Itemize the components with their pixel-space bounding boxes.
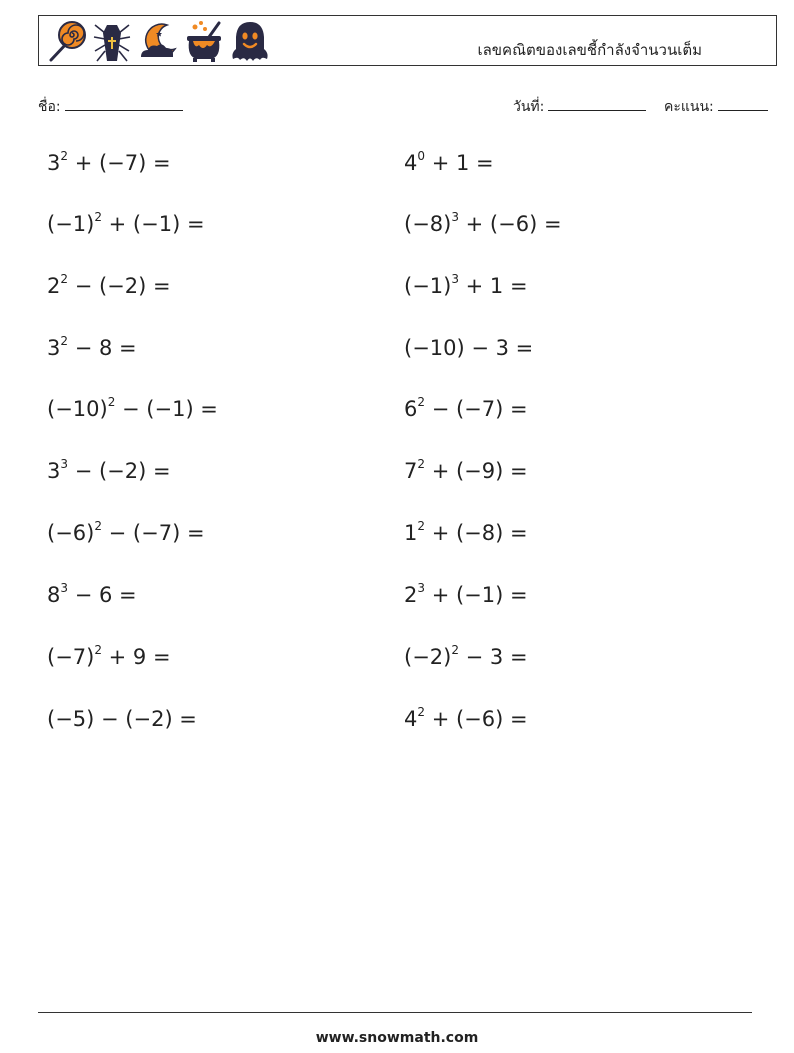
problem-13: $(-6)^2 - (-7)$ = [47,519,205,545]
worksheet-header [38,15,777,66]
header-icons [45,19,271,63]
moon-cloud-icon [137,19,179,63]
footer-url[interactable]: www.snowmath.com [315,1030,479,1046]
problem-6: $(-1)^3 + 1$ = [404,272,528,298]
ghost-icon [229,19,271,63]
date-blank[interactable] [548,96,646,111]
problem-4: $(-8)^3 + (-6)$ = [404,210,562,236]
problem-12: $7^2 + (-9)$ = [404,457,528,483]
name-blank[interactable] [65,96,183,111]
problem-17: $(-7)^2 + 9$ = [47,643,171,669]
problem-16: $2^3 + (-1)$ = [404,581,528,607]
problem-7: $3^2 - 8$ = [47,334,137,360]
date-label: วันที่: [513,99,545,115]
name-label: ชื่อ: [38,99,61,115]
problem-9: $(-10)^2 - (-1)$ = [47,395,218,421]
name-field [38,96,183,118]
lollipop-icon [45,19,87,63]
problem-3: $(-1)^2 + (-1)$ = [47,210,205,236]
problem-2: $4^0 + 1$ = [404,149,494,175]
problem-8: (−10) − 3 = [404,336,534,360]
problem-19: (−5) − (−2) = [47,707,197,731]
cauldron-icon [183,19,225,63]
worksheet-title: เลขคณิตของเลขชี้กำลังจำนวนเต็ม [477,41,702,59]
spider-coffin-icon [91,19,133,63]
problem-20: $4^2 + (-6)$ = [404,705,528,731]
problem-10: $6^2 - (-7)$ = [404,395,528,421]
footer-divider [38,1012,752,1013]
problem-5: $2^2 - (-2)$ = [47,272,171,298]
date-field [513,96,646,118]
problem-14: $1^2 + (-8)$ = [404,519,528,545]
problem-18: $(-2)^2 - 3$ = [404,643,528,669]
problem-15: $8^3 - 6$ = [47,581,137,607]
score-blank[interactable] [718,96,768,111]
score-field [664,96,768,118]
problem-1: $3^2 + (-7)$ = [47,149,171,175]
score-label: คะแนน: [664,99,714,115]
problem-11: $3^3 - (-2)$ = [47,457,171,483]
